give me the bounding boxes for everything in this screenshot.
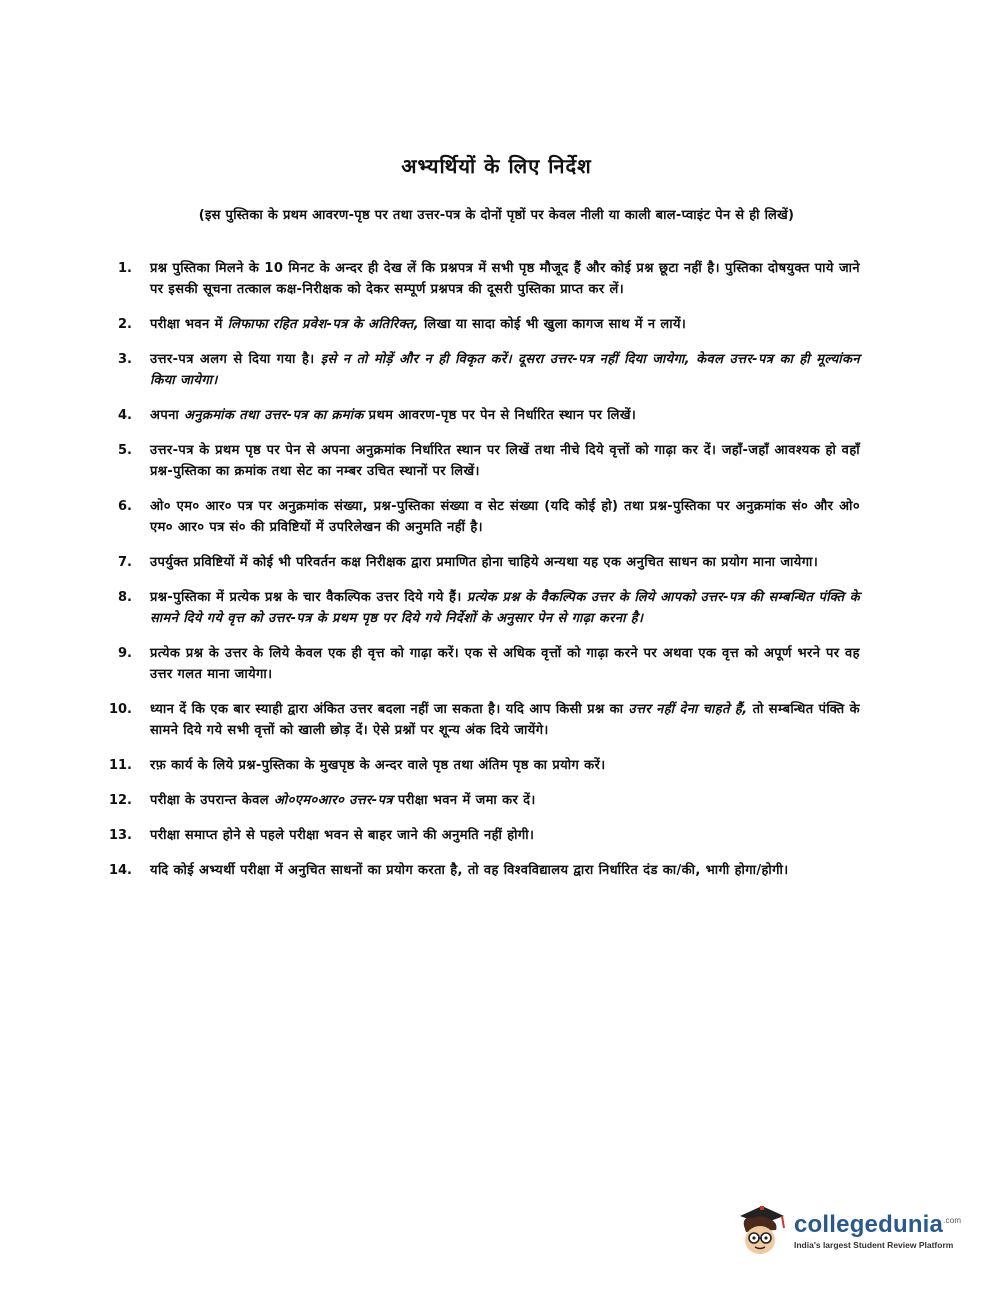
- instruction-text-segment: उपर्युक्त प्रविष्टियों में कोई भी परिवर्तन कक्ष निरीक्षक द्वारा प्रमाणित होना चाहिये अन्यथा यह एक अनुचित साधन का प्रयोग माना जायेगा।: [150, 555, 819, 570]
- instruction-text: [150, 699, 860, 741]
- instruction-text-segment: रफ़ कार्य के लिये प्रश्न-पुस्तिका के मुखपृष्ठ के अन्दर वाले पृष्ठ तथा अंतिम पृष्ठ का प्रयोग करें।: [150, 758, 606, 773]
- instruction-text-segment: परीक्षा के उपरान्त केवल: [150, 793, 274, 808]
- brand-name: collegedunia$^{.com}$: [794, 1210, 962, 1238]
- instruction-text: [150, 587, 860, 629]
- instruction-text-segment: परीक्षा भवन में जमा कर दें।: [392, 793, 536, 808]
- instruction-text: [150, 825, 860, 846]
- instruction-number: 5.: [118, 443, 132, 458]
- instruction-number: 10.: [108, 702, 132, 717]
- instructions-list: [100, 258, 860, 895]
- instruction-number: 7.: [118, 555, 132, 570]
- instruction-text-segment: उत्तर-पत्र के प्रथम पृष्ठ पर पेन से अपना अनुक्रमांक निर्धारित स्थान पर लिखें तथा नीचे दिये वृत्तों को गाढ़ा कर दें। जहाँ-जहाँ आवश्यक हो वहाँ प्रश्न-पुस्तिका का क्रमांक तथा सेट का नम्बर उचित स्थानों पर लिखें।: [150, 443, 860, 479]
- instruction-number: 8.: [118, 590, 132, 605]
- instruction-item: [100, 587, 860, 629]
- instruction-text-segment: तो सम्बन्धित पंक्ति के सामने दिये गये सभी वृत्तों को खाली छोड़ दें। ऐसे प्रश्नों पर शून्य अंक दिये जायेंगे।: [150, 702, 860, 738]
- instruction-number: 1.: [118, 261, 132, 276]
- instruction-number: 14.: [108, 863, 132, 878]
- instruction-text-segment: यदि कोई अभ्यर्थी परीक्षा में अनुचित साधनों का प्रयोग करता है, तो वह विश्वविद्यालय द्वारा निर्धारित दंड का/की, भागी होगा/होगी।: [150, 863, 789, 878]
- instruction-number: 6.: [118, 499, 132, 514]
- instruction-text-emphasis: प्रत्येक प्रश्न के वैकल्पिक उत्तर के लिये आपको उत्तर-पत्र की सम्बन्धित पंक्ति के सामने दिये गये वृत्त को उत्तर-पत्र के प्रथम पृष्ठ पर दिये गये निर्देशों के अनुसार पेन से गाढ़ा करना है।: [150, 590, 860, 626]
- instruction-text-segment: लिखा या सादा कोई भी खुला कागज साथ में न लायें।: [419, 317, 687, 332]
- brand-suffix: .com: [943, 1215, 962, 1225]
- instruction-text-emphasis: इसे न तो मोड़ें और न ही विकृत करें। दूसरा उत्तर-पत्र नहीं दिया जायेगा, केवल उत्तर-पत्र का ही मूल्यांकन किया जायेगा।: [150, 352, 860, 388]
- instruction-text: [150, 258, 860, 300]
- instruction-number: 2.: [118, 317, 132, 332]
- instruction-number: 13.: [108, 828, 132, 843]
- page-title: अभ्यर्थियों के लिए निर्देश: [401, 154, 592, 178]
- instruction-text: [150, 790, 860, 811]
- instruction-text: [150, 496, 860, 538]
- instruction-text-emphasis: अनुक्रमांक तथा उत्तर-पत्र का क्रमांक: [184, 408, 364, 423]
- instruction-text: [150, 314, 860, 335]
- instruction-item: [100, 825, 860, 846]
- collegedunia-logo: [732, 1200, 968, 1260]
- instruction-text: [150, 643, 860, 685]
- instruction-text-emphasis: ओ०एम०आर० उत्तर-पत्र: [273, 793, 393, 808]
- instruction-item: [100, 440, 860, 482]
- instruction-text-segment: ध्यान दें कि एक बार स्याही द्वारा अंकित उत्तर बदला नहीं जा सकता है। यदि आप किसी प्रश्न का: [150, 702, 629, 717]
- instruction-item: [100, 496, 860, 538]
- instruction-item: [100, 790, 860, 811]
- instruction-number: 3.: [118, 352, 132, 367]
- instruction-text: [150, 552, 860, 573]
- instruction-text-segment: उत्तर-पत्र अलग से दिया गया है।: [150, 352, 321, 367]
- instruction-item: [100, 699, 860, 741]
- instruction-item: [100, 349, 860, 391]
- student-mascot-icon: [732, 1202, 788, 1258]
- instruction-text: [150, 405, 860, 426]
- instruction-text-segment: अपना: [150, 408, 185, 423]
- instruction-number: 4.: [118, 408, 132, 423]
- instruction-item: [100, 552, 860, 573]
- instruction-text-segment: प्रत्येक प्रश्न के उत्तर के लिये केवल एक ही वृत्त को गाढ़ा करें। एक से अधिक वृत्तों को गाढ़ा करने पर अथवा एक वृत्त को अपूर्ण भरने पर वह उत्तर गलत माना जायेगा।: [150, 646, 860, 682]
- instruction-text-segment: परीक्षा समाप्त होने से पहले परीक्षा भवन से बाहर जाने की अनुमति नहीं होगी।: [150, 828, 535, 843]
- instruction-text-segment: प्रश्न पुस्तिका मिलने के 10 मिनट के अन्दर ही देख लें कि प्रश्नपत्र में सभी पृष्ठ मौजूद हैं और कोई प्रश्न छूटा नहीं है। पुस्तिका दोषयुक्त पाये जाने पर इसकी सूचना तत्काल कक्ष-निरीक्षक को देकर सम्पूर्ण प्रश्नपत्र की दूसरी पुस्तिका प्राप्त कर लें।: [150, 261, 860, 297]
- instruction-text-emphasis: लिफाफा रहित प्रवेश-पत्र के अतिरिक्त,: [227, 317, 420, 332]
- instruction-text-segment: परीक्षा भवन में: [150, 317, 228, 332]
- instruction-text: [150, 755, 860, 776]
- instruction-number: 9.: [118, 646, 132, 661]
- instruction-item: [100, 314, 860, 335]
- instruction-item: [100, 860, 860, 881]
- instruction-text: [150, 440, 860, 482]
- instruction-number: 11.: [108, 758, 132, 773]
- instruction-item: [100, 643, 860, 685]
- instruction-text-segment: प्रथम आवरण-पृष्ठ पर पेन से निर्धारित स्थान पर लिखें।: [363, 408, 637, 423]
- instruction-text-emphasis: उत्तर नहीं देना चाहते हैं,: [628, 702, 748, 717]
- instruction-item: [100, 405, 860, 426]
- instruction-item: [100, 258, 860, 300]
- instruction-item: [100, 755, 860, 776]
- instruction-number: 12.: [108, 793, 132, 808]
- instruction-text: [150, 860, 860, 881]
- brand-tagline: India's largest Student Review Platform: [794, 1239, 954, 1250]
- instruction-text-segment: प्रश्न-पुस्तिका में प्रत्येक प्रश्न के चार वैकल्पिक उत्तर दिये गये हैं।: [150, 590, 467, 605]
- instruction-text-segment: ओ० एम० आर० पत्र पर अनुक्रमांक संख्या, प्रश्न-पुस्तिका संख्या व सेट संख्या (यदि कोई हो) तथा प्रश्न-पुस्तिका पर अनुक्रमांक सं० और ओ० एम० आर० पत्र सं० की प्रविष्टियों में उपरिलेखन की अनुमति नहीं है।: [150, 499, 860, 535]
- page-subtitle: (इस पुस्तिका के प्रथम आवरण-पृष्ठ पर तथा उत्तर-पत्र के दोनों पृष्ठों पर केवल नीली या काली बाल-प्वाइंट पेन से ही लिखें): [198, 208, 795, 223]
- instruction-text: [150, 349, 860, 391]
